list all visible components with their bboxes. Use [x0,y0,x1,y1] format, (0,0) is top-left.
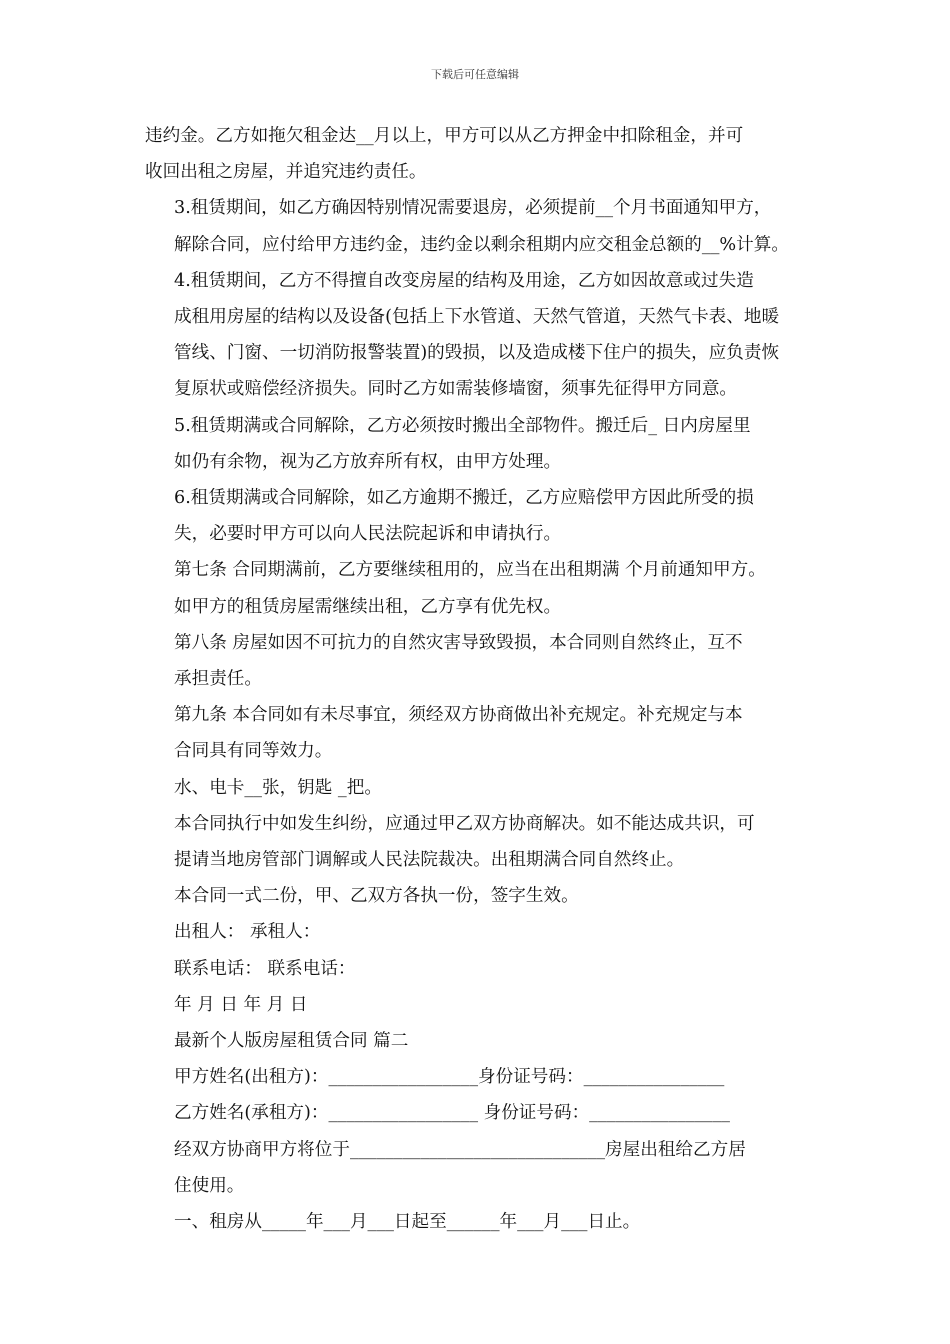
paragraph [145,987,810,1023]
paragraph-line: 本合同一式二份，甲、乙双方各执一份，签字生效。 [174,886,579,907]
paragraph-line: 第八条 房屋如因不可抗力的自然灾害导致毁损，本合同则自然终止，互不 [174,632,743,653]
paragraph-line: 收回出租之房屋，并追究违约责任。 [145,162,427,183]
paragraph [145,552,810,624]
paragraph-line: 合同具有同等效力。 [174,741,333,762]
paragraph [145,806,810,878]
paragraph-line: 住使用。 [174,1175,245,1196]
paragraph [145,878,810,914]
paragraph-line: 违约金。乙方如拖欠租金达__月以上，甲方可以从乙方押金中扣除租金，并可 [145,126,744,146]
paragraph-line: 4.租赁期间，乙方不得擅自改变房屋的结构及用途，乙方如因故意或过失造 [174,270,754,291]
paragraph-line: 出租人： 承租人： [174,922,321,943]
paragraph-line: 甲方姓名(出租方)：_________________身份证号码：________________ [174,1067,725,1088]
paragraph-line: 如仍有余物，视为乙方放弃所有权，由甲方处理。 [174,451,562,472]
paragraph-line: 联系电话： 联系电话： [174,958,356,979]
paragraph [145,1059,810,1095]
paragraph-line: 经双方协商甲方将位于_____________________________房屋出租给乙方居 [174,1139,746,1160]
paragraph [145,1204,810,1240]
paragraph-line: 承担责任。 [174,669,262,690]
paragraph [145,190,810,262]
document-body [145,118,810,1240]
paragraph [145,263,810,408]
paragraph-line: 最新个人版房屋租赁合同 篇二 [174,1031,409,1052]
paragraph-line: 复原状或赔偿经济损失。同时乙方如需装修墙窗，须事先征得甲方同意。 [174,379,738,400]
paragraph-line: 年 月 日 年 月 日 [174,994,308,1015]
page-header: 下载后可任意编辑 [431,68,519,81]
paragraph-line: 管线、门窗、一切消防报警装置)的毁损，以及造成楼下住户的损失，应负责恢 [174,343,780,364]
paragraph-line: 一、租房从_____年___月___日起至______年___月___日止。 [174,1212,641,1233]
paragraph-line: 解除合同，应付给甲方违约金，违约金以剩余租期内应交租金总额的__%计算。 [174,234,789,255]
paragraph-line: 第七条 合同期满前，乙方要继续租用的，应当在出租期满 个月前通知甲方。 [174,560,766,581]
paragraph-line: 6.租赁期满或合同解除，如乙方逾期不搬迁，乙方应赔偿甲方因此所受的损 [174,488,754,509]
paragraph [145,951,810,987]
paragraph [145,408,810,480]
paragraph-line: 乙方姓名(承租方)：_________________ 身份证号码：________________ [174,1103,730,1124]
paragraph-line: 3.租赁期间，如乙方确因特别情况需要退房，必须提前__个月书面通知甲方， [174,198,772,219]
paragraph [145,1023,810,1059]
paragraph-line: 失，必要时甲方可以向人民法院起诉和申请执行。 [174,524,562,545]
paragraph [145,770,810,806]
paragraph [145,1095,810,1131]
paragraph-line: 水、电卡__张，钥匙 _把。 [174,777,382,798]
paragraph [145,914,810,950]
paragraph-line: 提请当地房管部门调解或人民法院裁决。出租期满合同自然终止。 [174,850,685,871]
paragraph [145,118,810,190]
paragraph [145,625,810,697]
paragraph-line: 本合同执行中如发生纠纷，应通过甲乙双方协商解决。如不能达成共识，可 [174,813,755,834]
paragraph-line: 5.租赁期满或合同解除，乙方必须按时搬出全部物件。搬迁后_ 日内房屋里 [174,415,751,436]
paragraph-line: 第九条 本合同如有未尽事宜，须经双方协商做出补充规定。补充规定与本 [174,705,743,726]
paragraph-line: 如甲方的租赁房屋需继续出租，乙方享有优先权。 [174,596,562,617]
paragraph [145,1132,810,1204]
paragraph-line: 成租用房屋的结构以及设备(包括上下水管道、天然气管道，天然气卡表、地暖 [174,307,780,328]
paragraph [145,480,810,552]
paragraph [145,697,810,769]
